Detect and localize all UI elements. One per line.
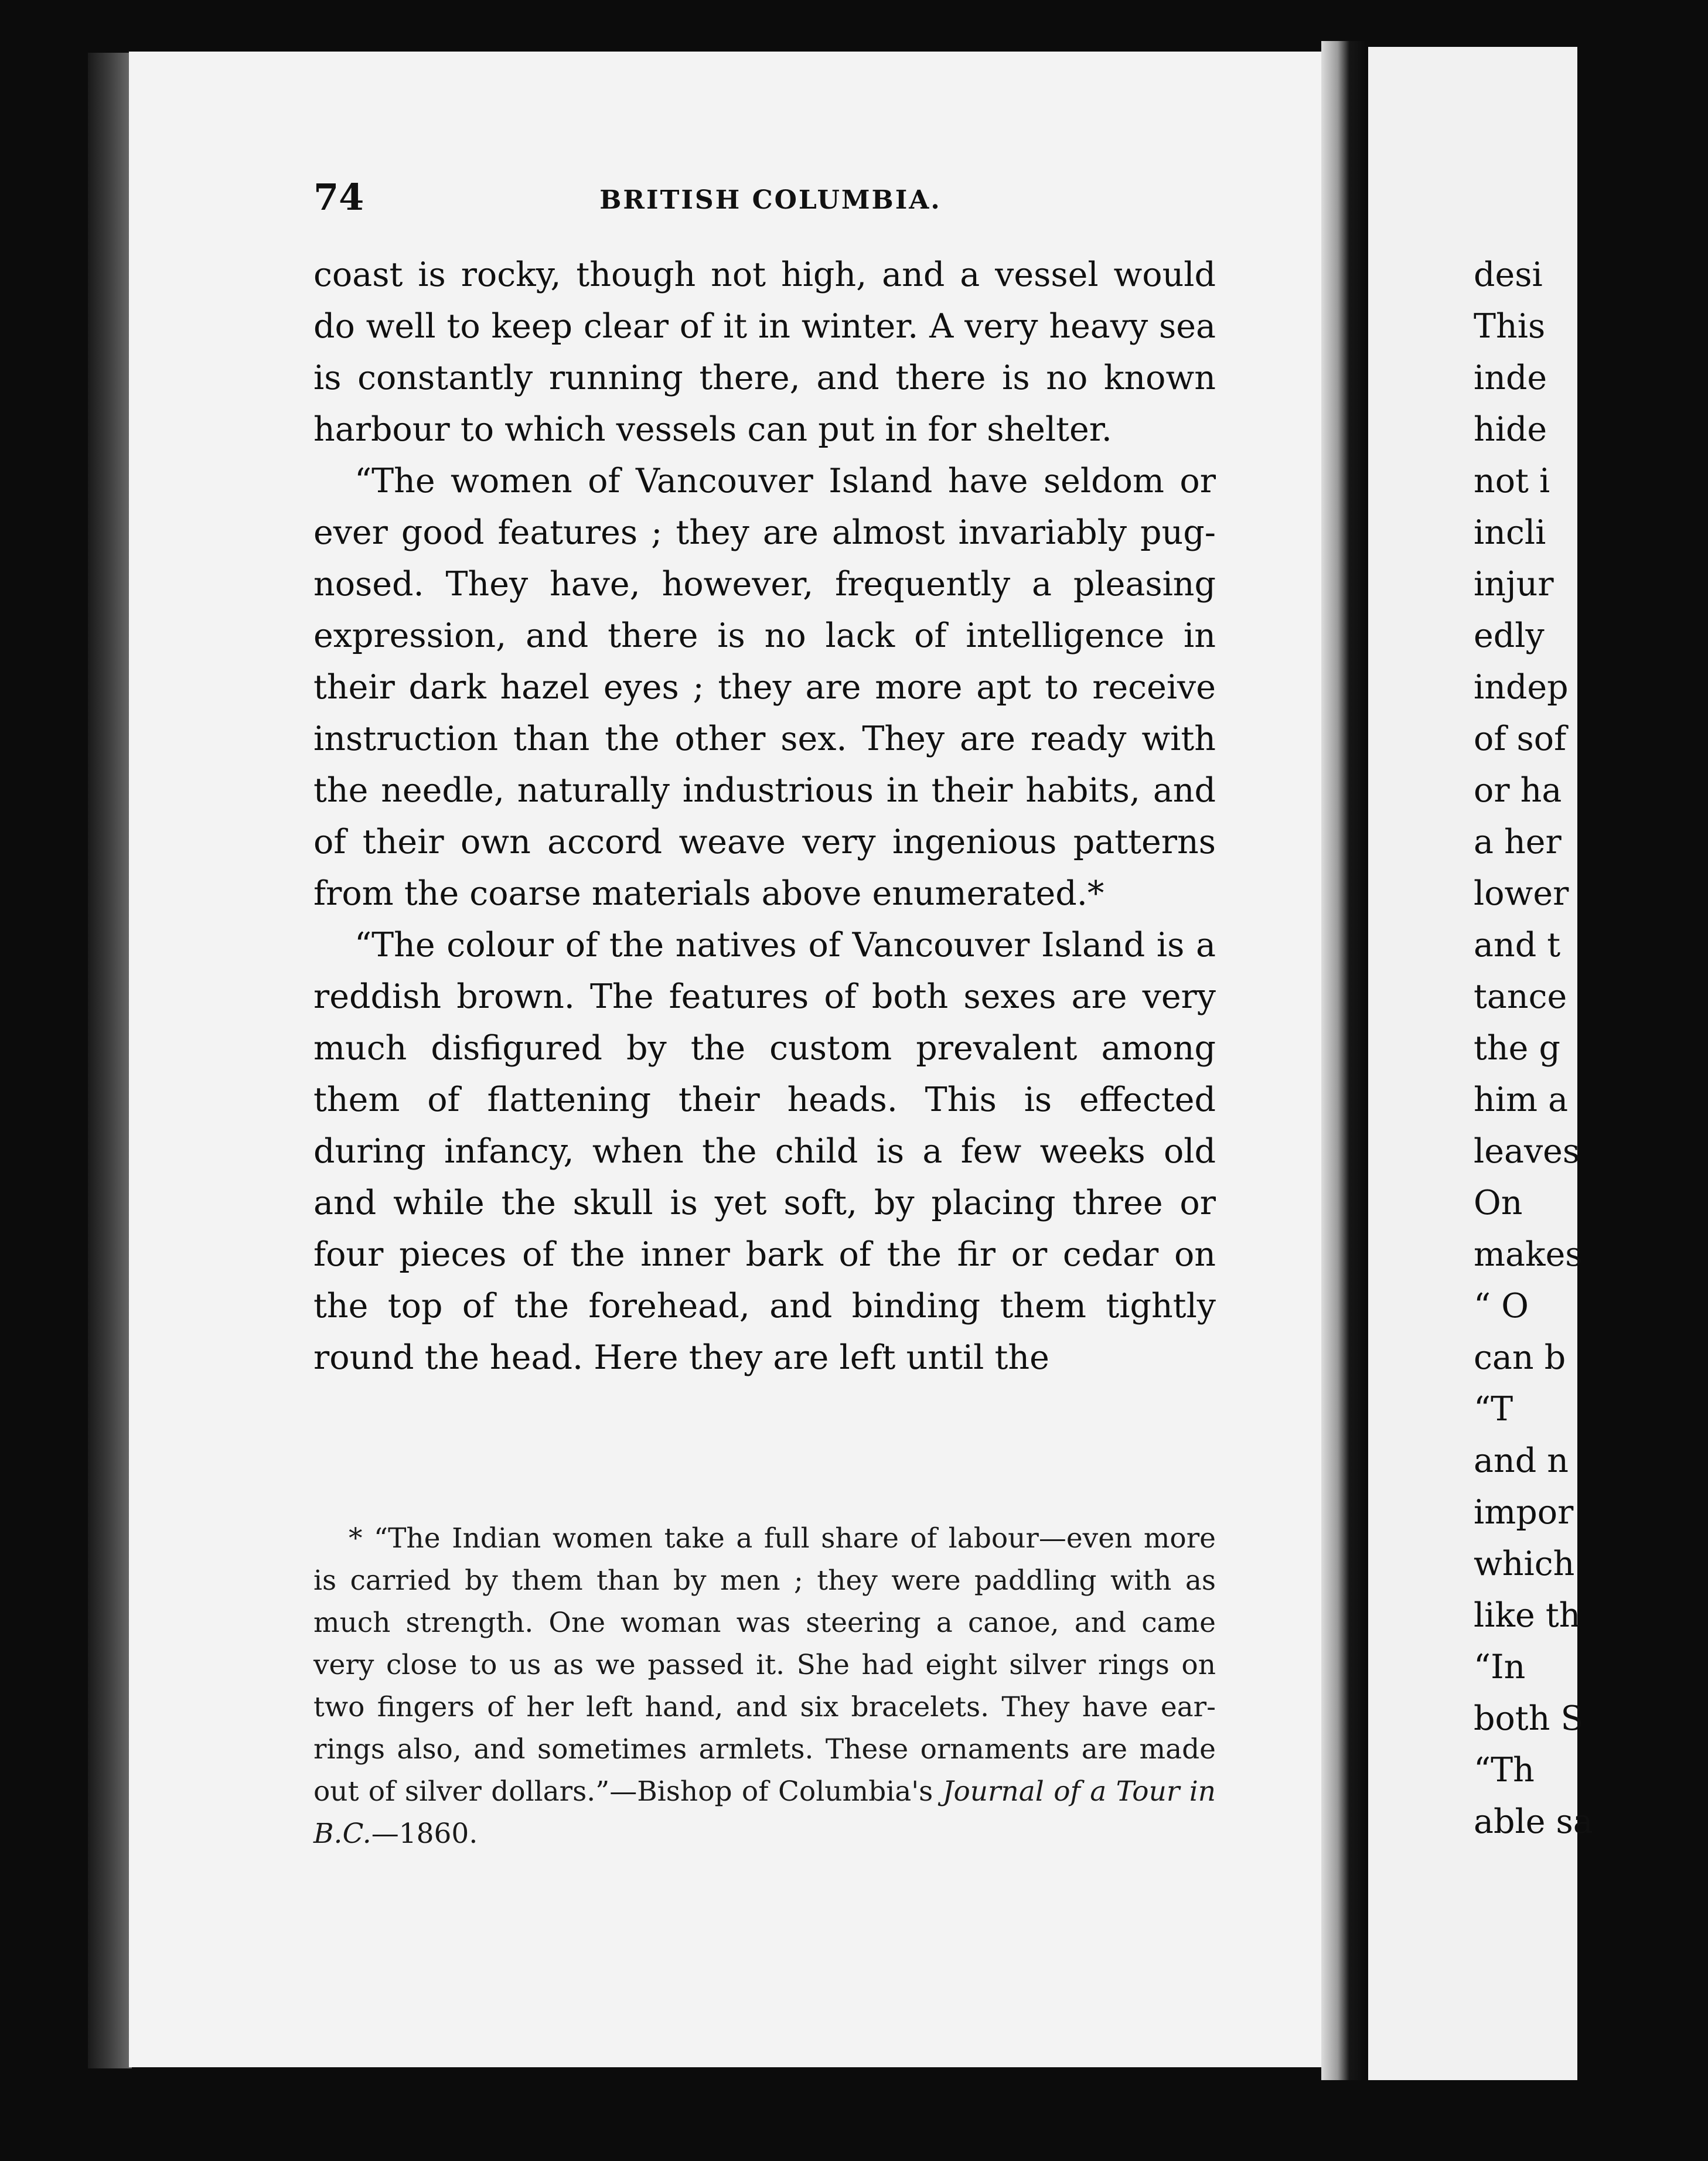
- right-page-line: not i: [1474, 462, 1550, 500]
- right-page-line: both S: [1474, 1699, 1584, 1738]
- paragraph: “The women of Vancouver Island have seldom or ever good features ; they are almost invariably pug-nosed. They have, however, frequently a pleasing expression, and there is no lack of intelligence in their dark hazel eyes ; they are more apt to receive instruction than the other sex. They are ready with the needle, naturally industrious in their habits, and of their own accord weave very ingenious patterns from the coarse materials above enumerated.*: [313, 462, 1216, 913]
- footnote-paragraph: [313, 1518, 1216, 1855]
- paragraph: coast is rocky, though not high, and a vessel would do well to keep clear of it in winter. A very heavy sea is constantly running there, and there is no known harbour to which vessels can put in for shelter.: [313, 255, 1216, 449]
- right-page-line: makes: [1474, 1235, 1583, 1274]
- right-page-line: indep: [1474, 668, 1569, 707]
- right-page-line: “T: [1474, 1390, 1513, 1429]
- right-page-line: leaves: [1474, 1132, 1580, 1171]
- page-number: 74: [313, 176, 364, 219]
- book-edge: [88, 53, 132, 2068]
- right-page-line: “ O: [1474, 1287, 1529, 1325]
- right-page-line: or ha: [1474, 771, 1562, 810]
- footnote-source-title: Journal of a Tour in B.C.: [313, 1775, 1216, 1850]
- right-page-line: of sof: [1474, 720, 1567, 758]
- right-page-line: desi: [1474, 255, 1543, 294]
- right-page-line: and n: [1474, 1441, 1569, 1480]
- book-gutter: [1321, 41, 1368, 2080]
- page-header: [313, 176, 1228, 223]
- right-page-line: able sa: [1474, 1802, 1593, 1841]
- right-page-line: a her: [1474, 823, 1562, 861]
- right-page-line: This: [1474, 307, 1546, 346]
- right-page-line: the g: [1474, 1029, 1560, 1068]
- right-page-line: inde: [1474, 359, 1547, 397]
- right-page-line: incli: [1474, 513, 1546, 552]
- right-page-line: him a: [1474, 1080, 1569, 1119]
- right-page-line: On: [1474, 1184, 1523, 1222]
- right-page-line: lower: [1474, 874, 1569, 913]
- right-page-line: “In: [1474, 1648, 1526, 1686]
- running-title: BRITISH COLUMBIA.: [599, 185, 942, 215]
- right-page-line: tance: [1474, 977, 1567, 1016]
- right-page-line: and t: [1474, 926, 1561, 964]
- right-page-line: hide: [1474, 410, 1547, 449]
- right-page-line: injur: [1474, 565, 1554, 604]
- right-page-line: like th: [1474, 1596, 1581, 1635]
- footnote: [313, 1518, 1216, 1855]
- right-page-line: impor: [1474, 1493, 1574, 1532]
- body-text: [313, 249, 1216, 1383]
- right-page-text: [1474, 249, 1708, 1848]
- right-page-line: edly: [1474, 616, 1545, 655]
- footnote-text: * “The Indian women take a full share of labour—even more is carried by them than by men ; they were paddling with as much strength. One woman was steering a canoe, and came very close to us as we passed it. She had eight silver rings on two fingers of her left hand, and six bracelets. They have ear-rings also, and sometimes armlets. These ornaments are made out of silver dollars.”—Bishop of Columbia's: [313, 1522, 1216, 1808]
- right-page-line: which: [1474, 1545, 1575, 1583]
- right-page-line: “Th: [1474, 1751, 1535, 1790]
- footnote-source-year: —1860.: [371, 1818, 478, 1850]
- right-page-line: can b: [1474, 1338, 1566, 1377]
- paragraph: “The colour of the natives of Vancouver Island is a reddish brown. The features of both sexes are very much disfigured by the custom prevalent among them of flattening their heads. This is effected during infancy, when the child is a few weeks old and while the skull is yet soft, by placing three or four pieces of the inner bark of the fir or cedar on the top of the forehead, and binding them tightly round the head. Here they are left until the: [313, 926, 1216, 1377]
